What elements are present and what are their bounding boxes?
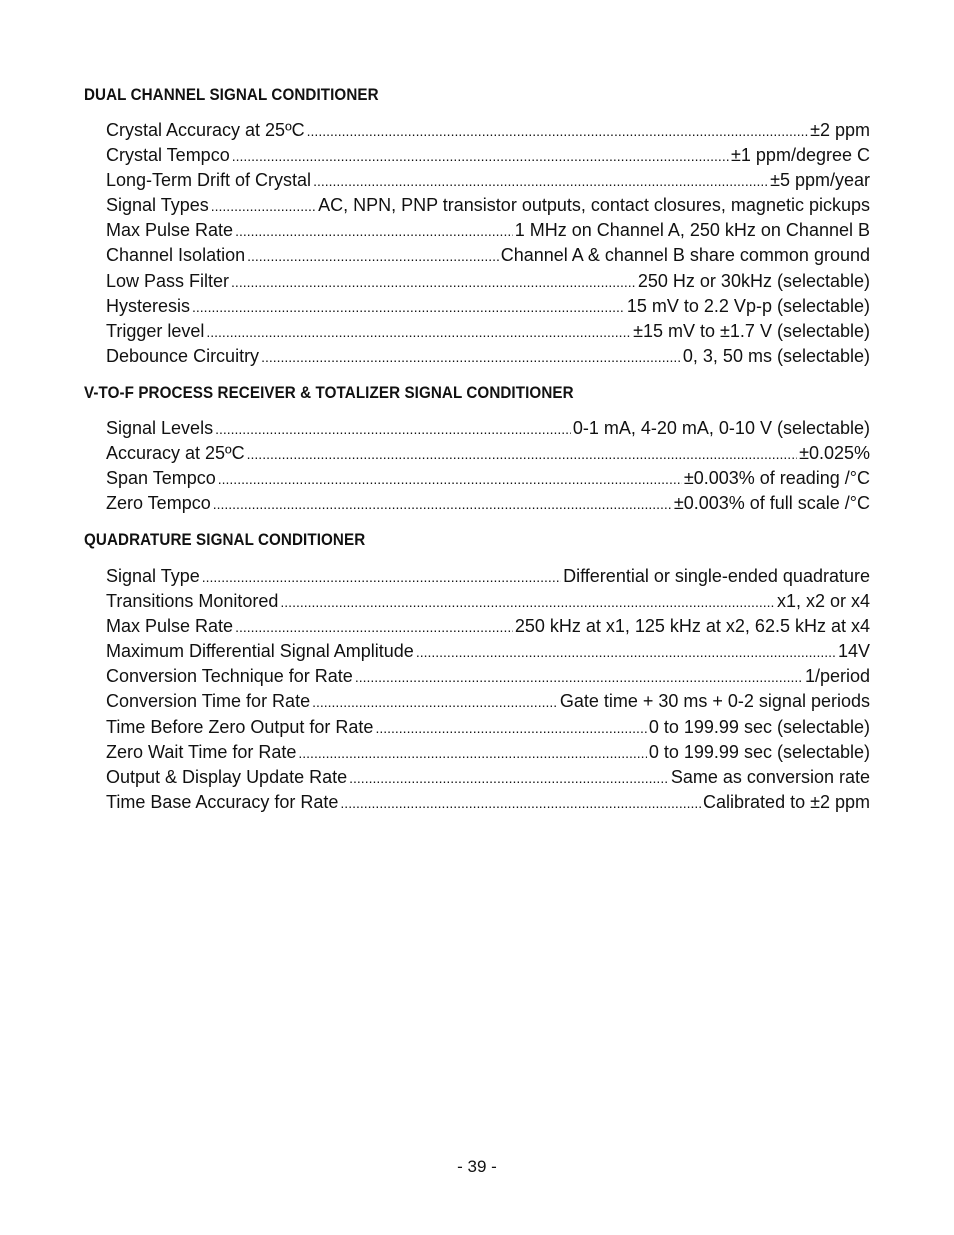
spec-value: ±2 ppm [810, 120, 870, 140]
spec-row [106, 168, 870, 193]
spec-value: Differential or single-ended quadrature [563, 566, 870, 586]
dot-leader [218, 466, 682, 492]
spec-label: Transitions Monitored [106, 591, 279, 612]
spec-row [106, 790, 870, 815]
dot-leader [206, 319, 631, 345]
spec-value: Same as conversion rate [670, 766, 870, 787]
spec-value: 0 to 199.99 sec (selectable) [648, 741, 870, 762]
spec-value: 250 kHz at x1, 125 kHz at x2, 62.5 kHz at x4 [514, 616, 870, 637]
spec-label: Output & Display Update Rate [106, 766, 348, 787]
dot-leader [261, 344, 681, 370]
section-title-v-to-f: V-TO-F PROCESS RECEIVER & TOTALIZER SIGNAL CONDITIONER [84, 384, 574, 402]
spec-label: Span Tempco [106, 468, 216, 489]
spec-row [106, 218, 870, 243]
spec-value: ±15 mV to ±1.7 V (selectable) [633, 320, 870, 341]
spec-label: Crystal Tempco [106, 145, 230, 166]
dot-leader [202, 564, 561, 590]
dot-leader [375, 715, 646, 741]
page-number: - 39 - [457, 1157, 497, 1176]
spec-label: Trigger level [106, 320, 205, 341]
spec-label: Time Base Accuracy for Rate [106, 791, 339, 812]
dot-leader [215, 416, 571, 442]
spec-label: Max Pulse Rate [106, 616, 234, 637]
spec-label: Hysteresis [106, 295, 191, 316]
spec-row [106, 193, 870, 218]
spec-row [106, 319, 870, 344]
spec-label: Low Pass Filter [106, 270, 230, 291]
dot-leader [247, 243, 499, 269]
dot-leader [232, 143, 729, 169]
spec-label: Zero Tempco [106, 493, 211, 514]
spec-value: ±0.003% of full scale /°C [673, 493, 870, 514]
spec-value: 0, 3, 50 ms (selectable) [682, 345, 870, 366]
spec-row [106, 614, 870, 639]
dot-leader [416, 639, 836, 665]
dot-leader [192, 294, 625, 320]
spec-label: Signal Levels [106, 418, 214, 438]
spec-label: Conversion Time for Rate [106, 691, 311, 712]
dot-leader [349, 765, 669, 791]
spec-row [106, 269, 870, 294]
spec-list-quadrature [106, 564, 870, 815]
spec-label: Crystal Accuracy at 25ºC [106, 120, 305, 140]
dot-leader [235, 614, 513, 640]
spec-row [106, 689, 870, 714]
spec-row [106, 344, 870, 369]
spec-value: 0-1 mA, 4-20 mA, 0-10 V (selectable) [572, 418, 870, 438]
spec-value: 14V [837, 641, 870, 662]
spec-row [106, 441, 870, 466]
spec-row [106, 589, 870, 614]
spec-row [106, 416, 870, 441]
dot-leader [298, 740, 646, 766]
spec-value: Channel A & channel B share common ground [500, 245, 870, 266]
spec-value: ±0.025% [799, 443, 870, 464]
spec-label: Zero Wait Time for Rate [106, 741, 297, 762]
spec-row [106, 466, 870, 491]
spec-label: Channel Isolation [106, 245, 246, 266]
spec-value: 0 to 199.99 sec (selectable) [648, 716, 870, 737]
dot-leader [340, 790, 701, 816]
spec-value: ±1 ppm/degree C [731, 145, 870, 166]
dot-leader [307, 118, 808, 144]
spec-value: 15 mV to 2.2 Vp-p (selectable) [626, 295, 870, 316]
spec-value: ±0.003% of reading /°C [683, 468, 870, 489]
dot-leader [213, 491, 672, 517]
spec-label: Long-Term Drift of Crystal [106, 170, 312, 191]
spec-label: Max Pulse Rate [106, 220, 234, 241]
dot-leader [313, 168, 768, 194]
section-title-quadrature: QUADRATURE SIGNAL CONDITIONER [84, 531, 366, 549]
spec-value: 250 Hz or 30kHz (selectable) [637, 270, 870, 291]
spec-row [106, 243, 870, 268]
spec-label: Signal Type [106, 566, 200, 586]
spec-row [106, 118, 870, 143]
spec-row [106, 664, 870, 689]
spec-list-v-to-f [106, 416, 870, 516]
dot-leader [231, 269, 636, 295]
spec-list-dual-channel [106, 118, 870, 369]
spec-label: Maximum Differential Signal Amplitude [106, 641, 414, 662]
spec-row [106, 143, 870, 168]
spec-label: Conversion Technique for Rate [106, 666, 353, 687]
dot-leader [280, 589, 775, 615]
dot-leader [247, 441, 797, 467]
spec-value: Calibrated to ±2 ppm [703, 791, 870, 812]
spec-value: 1 MHz on Channel A, 250 kHz on Channel B [514, 220, 870, 241]
spec-row [106, 564, 870, 589]
spec-label: Accuracy at 25ºC [106, 443, 245, 464]
spec-value: x1, x2 or x4 [776, 591, 870, 612]
spec-label: Signal Types [106, 195, 209, 216]
spec-value: Gate time + 30 ms + 0-2 signal periods [559, 691, 870, 712]
spec-row [106, 715, 870, 740]
spec-label: Debounce Circuitry [106, 345, 260, 366]
spec-value: AC, NPN, PNP transistor outputs, contact closures, magnetic pickups [318, 195, 870, 216]
spec-row [106, 765, 870, 790]
spec-row [106, 740, 870, 765]
section-title-dual-channel: DUAL CHANNEL SIGNAL CONDITIONER [84, 86, 379, 104]
spec-row [106, 639, 870, 664]
spec-value: ±5 ppm/year [770, 170, 870, 191]
dot-leader [211, 193, 316, 219]
spec-value: 1/period [804, 666, 870, 687]
spec-label: Time Before Zero Output for Rate [106, 716, 374, 737]
spec-row [106, 491, 870, 516]
dot-leader [355, 664, 803, 690]
spec-row [106, 294, 870, 319]
dot-leader [312, 689, 558, 715]
dot-leader [235, 218, 513, 244]
